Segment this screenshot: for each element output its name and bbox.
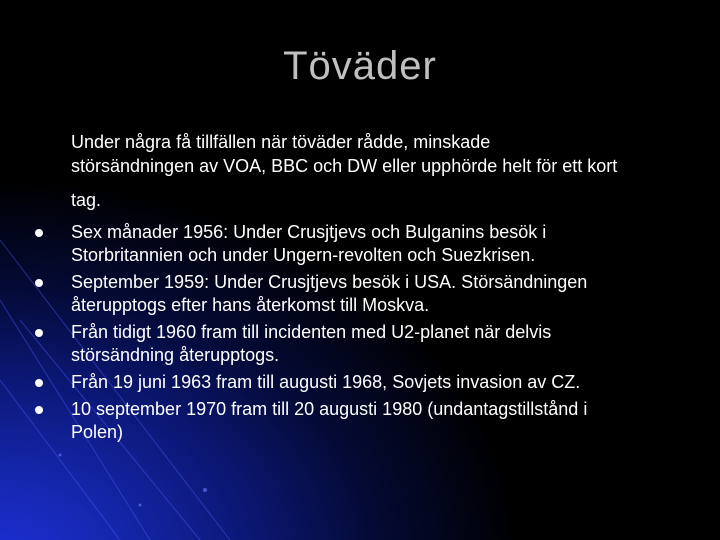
bullet-dot-icon [35, 379, 43, 387]
bullet-text: 10 september 1970 fram till 20 augusti 1980 (undantagstillstånd i [71, 399, 588, 419]
star-dot [203, 488, 207, 492]
bullet-dot-icon [35, 279, 43, 287]
bullet-text: Från 19 juni 1963 fram till augusti 1968, Sovjets invasion av CZ. [71, 372, 581, 392]
bullet-dot-icon [35, 329, 43, 337]
bullet-list [35, 221, 695, 448]
bullet-text: Från tidigt 1960 fram till incidenten med U2-planet när delvis [71, 322, 552, 342]
star-dot [139, 504, 142, 507]
intro-line: Under några få tillfällen när töväder rådde, minskade [71, 132, 491, 152]
intro-line: störsändningen av VOA, BBC och DW eller upphörde helt för ett kort [71, 156, 618, 176]
slide-title: Töväder [283, 44, 437, 88]
bullet-text: återupptogs efter hans återkomst till Moskva. [71, 295, 430, 315]
intro-line: tag. [71, 190, 102, 210]
bullet-item [35, 398, 695, 444]
bullet-item [35, 371, 695, 394]
bullet-text: Polen) [71, 422, 124, 442]
bullet-text: Storbritannien och under Ungern-revolten och Suezkrisen. [71, 245, 536, 265]
bullet-text: Sex månader 1956: Under Crusjtjevs och Bulganins besök i [71, 222, 547, 242]
bullet-item [35, 221, 695, 267]
intro-paragraph [71, 130, 701, 212]
star-dot [59, 454, 62, 457]
bullet-dot-icon [35, 406, 43, 414]
bullet-item [35, 321, 695, 367]
bullet-text: störsändning återupptogs. [71, 345, 280, 365]
bullet-text: September 1959: Under Crusjtjevs besök i USA. Störsändningen [71, 272, 588, 292]
bullet-dot-icon [35, 229, 43, 237]
bullet-item [35, 271, 695, 317]
